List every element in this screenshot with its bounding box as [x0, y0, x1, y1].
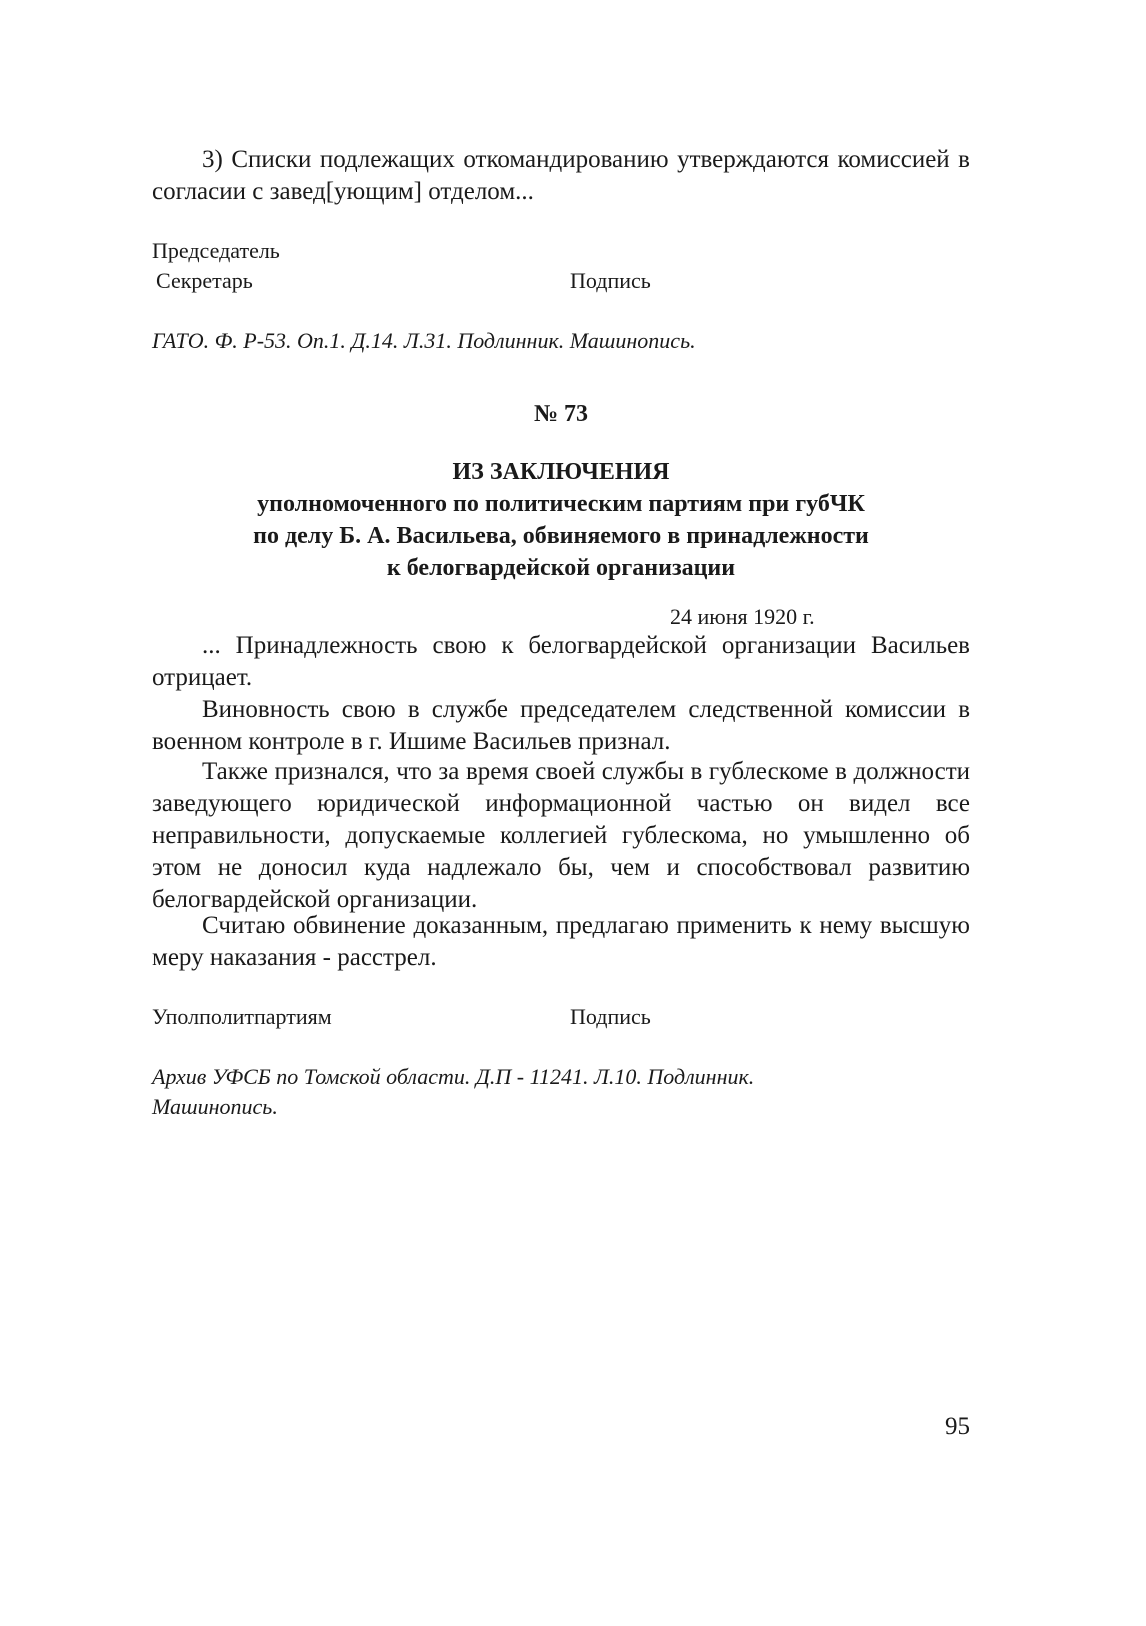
secretary-label: Секретарь: [156, 268, 253, 293]
document-title-line: уполномоченного по политическим партиям при губЧК: [257, 491, 865, 517]
document-title-line: к белогвардейской организации: [386, 555, 736, 581]
official-signature-row: [152, 1002, 970, 1032]
document-number: № 73: [533, 401, 589, 427]
document-title-line: ИЗ ЗАКЛЮЧЕНИЯ: [452, 459, 670, 485]
archive-source-citation: ГАТО. Ф. Р-53. Оп.1. Д.14. Л.31. Подлинник. Машинопись.: [152, 328, 696, 353]
body-paragraph: Также признался, что за время своей службы в гублескоме в должности заведующего юридической информационной частью он видел все неправильности, допускаемые коллегией гублескома, но умышленно об этом не доносил куда надлежало бы, чем и способствовал развитию белогвардейской организации.: [152, 758, 970, 913]
instruction-paragraph: 3) Списки подлежащих откомандированию утверждаются комиссией в согласии с завед[ующим] отделом...: [152, 146, 970, 205]
signature-label: Подпись: [570, 1004, 651, 1029]
body-paragraph: ... Принадлежность свою к белогвардейской организации Васильев отрицает.: [152, 632, 970, 691]
body-paragraph: Считаю обвинение доказанным, предлагаю применить к нему высшую меру наказания - расстрел.: [152, 912, 970, 971]
archive-source-citation: Архив УФСБ по Томской области. Д.П - 11241. Л.10. Подлинник. Машинопись.: [152, 1064, 755, 1119]
page-number: 95: [945, 1413, 970, 1440]
document-title-line: по делу Б. А. Васильева, обвиняемого в принадлежности: [253, 523, 869, 549]
document-title: [152, 456, 970, 584]
secretary-signature-row: [152, 266, 970, 296]
body-paragraph: Виновность свою в службе председателем следственной комиссии в военном контроле в г. Ишиме Васильев признал.: [152, 696, 970, 755]
document-date: 24 июня 1920 г.: [670, 604, 815, 629]
signature-label: Подпись: [570, 268, 651, 293]
official-position-label: Уполполитпартиям: [152, 1004, 332, 1029]
chairman-label: Председатель: [152, 238, 280, 263]
